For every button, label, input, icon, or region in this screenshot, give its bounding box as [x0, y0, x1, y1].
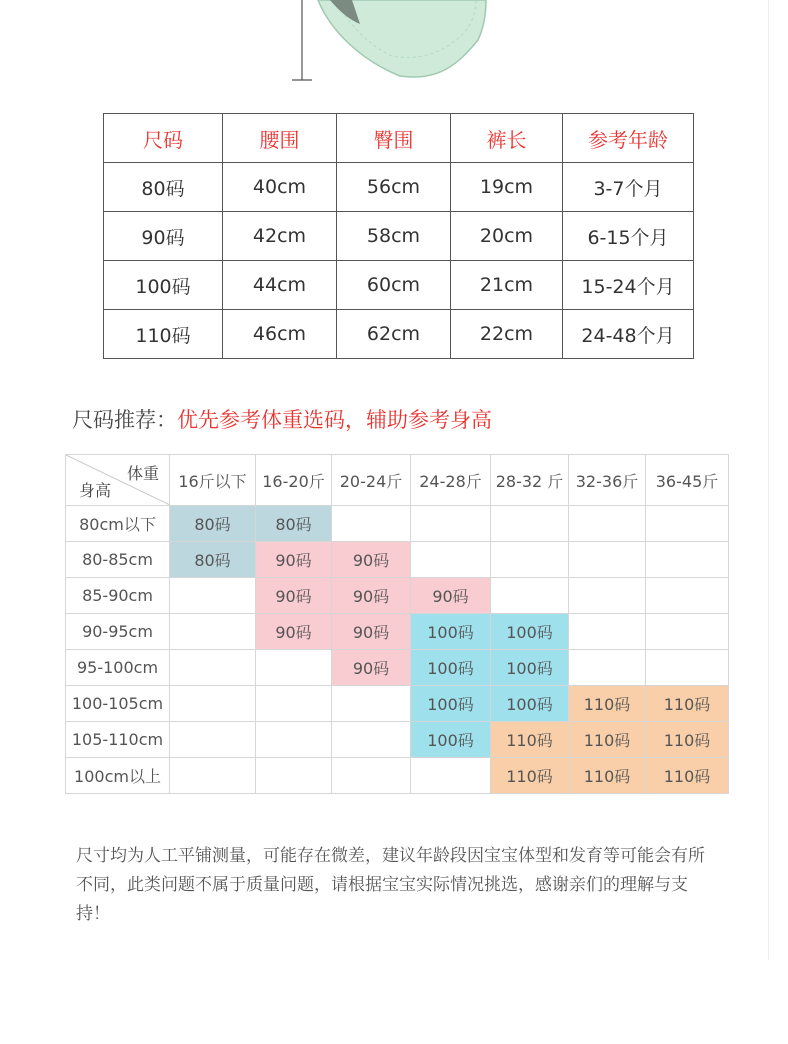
recommended-size-cell: 110码 — [646, 686, 729, 722]
size-chart-header-row — [104, 114, 694, 163]
recommended-size-cell: 80码 — [256, 506, 332, 542]
recommended-size-cell: 110码 — [646, 722, 729, 758]
recommendation-row — [66, 542, 729, 578]
recommended-size-cell: 110码 — [569, 722, 646, 758]
size-chart-header: 臀围 — [337, 114, 451, 163]
weight-column-header: 16-20斤 — [256, 455, 332, 506]
size-chart-table — [103, 113, 694, 359]
recommended-size-cell: 110码 — [491, 758, 569, 794]
weight-column-header: 36-45斤 — [646, 455, 729, 506]
empty-cell — [646, 650, 729, 686]
empty-cell — [569, 542, 646, 578]
page-edge-divider — [768, 0, 769, 960]
waist-cell: 42cm — [223, 212, 337, 261]
age-cell: 24-48个月 — [563, 310, 694, 359]
recommended-size-cell: 90码 — [332, 578, 411, 614]
measurement-disclaimer: 尺寸均为人工平铺测量，可能存在微差，建议年龄段因宝宝体型和发育等可能会有所不同，此类问题不属于质量问题，请根据宝宝实际情况挑选，感谢亲们的理解与支持！ — [76, 846, 705, 924]
waist-cell: 40cm — [223, 163, 337, 212]
empty-cell — [332, 506, 411, 542]
recommended-size-cell: 110码 — [569, 686, 646, 722]
recommendation-row — [66, 686, 729, 722]
size-cell: 100码 — [104, 261, 223, 310]
age-cell: 3-7个月 — [563, 163, 694, 212]
empty-cell — [170, 650, 256, 686]
empty-cell — [256, 686, 332, 722]
size-cell: 80码 — [104, 163, 223, 212]
recommended-size-cell: 100码 — [411, 614, 491, 650]
empty-cell — [646, 614, 729, 650]
recommended-size-cell: 80码 — [170, 506, 256, 542]
recommendation-title-lead: 尺码推荐： — [72, 408, 177, 432]
height-row-label: 100-105cm — [66, 686, 170, 722]
length-cell: 22cm — [451, 310, 563, 359]
recommended-size-cell: 90码 — [332, 650, 411, 686]
empty-cell — [170, 578, 256, 614]
recommended-size-cell: 100码 — [491, 614, 569, 650]
empty-cell — [170, 722, 256, 758]
height-axis-label: 身高 — [79, 481, 112, 500]
recommended-size-cell: 90码 — [256, 614, 332, 650]
size-chart-row — [104, 212, 694, 261]
empty-cell — [256, 650, 332, 686]
recommended-size-cell: 110码 — [491, 722, 569, 758]
corner-header-cell — [66, 455, 170, 506]
recommendation-row — [66, 758, 729, 794]
empty-cell — [332, 722, 411, 758]
diaper-illustration — [0, 0, 788, 90]
recommended-size-cell: 100码 — [411, 686, 491, 722]
hip-cell: 62cm — [337, 310, 451, 359]
empty-cell — [569, 578, 646, 614]
empty-cell — [411, 758, 491, 794]
recommendation-header-row — [66, 455, 729, 506]
size-chart-header: 参考年龄 — [563, 114, 694, 163]
weight-column-header: 24-28斤 — [411, 455, 491, 506]
size-cell: 110码 — [104, 310, 223, 359]
recommendation-row — [66, 578, 729, 614]
recommendation-row — [66, 614, 729, 650]
size-chart-header: 腰围 — [223, 114, 337, 163]
empty-cell — [569, 614, 646, 650]
weight-column-header: 28-32 斤 — [491, 455, 569, 506]
empty-cell — [569, 506, 646, 542]
empty-cell — [646, 506, 729, 542]
recommended-size-cell: 90码 — [256, 542, 332, 578]
recommended-size-cell: 110码 — [569, 758, 646, 794]
empty-cell — [646, 542, 729, 578]
empty-cell — [491, 542, 569, 578]
age-cell: 6-15个月 — [563, 212, 694, 261]
recommended-size-cell: 100码 — [491, 650, 569, 686]
empty-cell — [646, 578, 729, 614]
empty-cell — [256, 722, 332, 758]
empty-cell — [411, 542, 491, 578]
recommended-size-cell: 100码 — [411, 650, 491, 686]
hip-cell: 60cm — [337, 261, 451, 310]
empty-cell — [491, 506, 569, 542]
size-chart-header: 尺码 — [104, 114, 223, 163]
hip-cell: 58cm — [337, 212, 451, 261]
empty-cell — [170, 758, 256, 794]
waist-cell: 44cm — [223, 261, 337, 310]
empty-cell — [256, 758, 332, 794]
recommended-size-cell: 100码 — [411, 722, 491, 758]
weight-axis-label: 体重 — [126, 464, 159, 483]
empty-cell — [332, 686, 411, 722]
recommended-size-cell: 90码 — [411, 578, 491, 614]
hip-cell: 56cm — [337, 163, 451, 212]
height-row-label: 100cm以上 — [66, 758, 170, 794]
recommendation-title-highlight: 优先参考体重选码，辅助参考身高 — [177, 408, 492, 432]
weight-column-header: 20-24斤 — [332, 455, 411, 506]
height-row-label: 105-110cm — [66, 722, 170, 758]
weight-column-header: 16斤以下 — [170, 455, 256, 506]
size-cell: 90码 — [104, 212, 223, 261]
empty-cell — [411, 506, 491, 542]
recommended-size-cell: 90码 — [332, 614, 411, 650]
height-row-label: 85-90cm — [66, 578, 170, 614]
size-chart-row — [104, 310, 694, 359]
height-row-label: 90-95cm — [66, 614, 170, 650]
recommended-size-cell: 90码 — [332, 542, 411, 578]
recommendation-row — [66, 722, 729, 758]
size-recommendation-grid — [65, 454, 729, 794]
recommended-size-cell: 110码 — [646, 758, 729, 794]
size-chart-header: 裤长 — [451, 114, 563, 163]
empty-cell — [170, 686, 256, 722]
empty-cell — [569, 650, 646, 686]
size-chart-row — [104, 163, 694, 212]
recommendation-row — [66, 650, 729, 686]
recommended-size-cell: 80码 — [170, 542, 256, 578]
age-cell: 15-24个月 — [563, 261, 694, 310]
recommended-size-cell: 100码 — [491, 686, 569, 722]
empty-cell — [491, 578, 569, 614]
size-chart-row — [104, 261, 694, 310]
length-cell: 21cm — [451, 261, 563, 310]
length-cell: 20cm — [451, 212, 563, 261]
recommended-size-cell: 90码 — [256, 578, 332, 614]
empty-cell — [332, 758, 411, 794]
height-row-label: 95-100cm — [66, 650, 170, 686]
recommendation-row — [66, 506, 729, 542]
height-row-label: 80-85cm — [66, 542, 170, 578]
weight-column-header: 32-36斤 — [569, 455, 646, 506]
size-recommendation-title — [72, 404, 492, 434]
empty-cell — [170, 614, 256, 650]
length-cell: 19cm — [451, 163, 563, 212]
waist-cell: 46cm — [223, 310, 337, 359]
height-row-label: 80cm以下 — [66, 506, 170, 542]
